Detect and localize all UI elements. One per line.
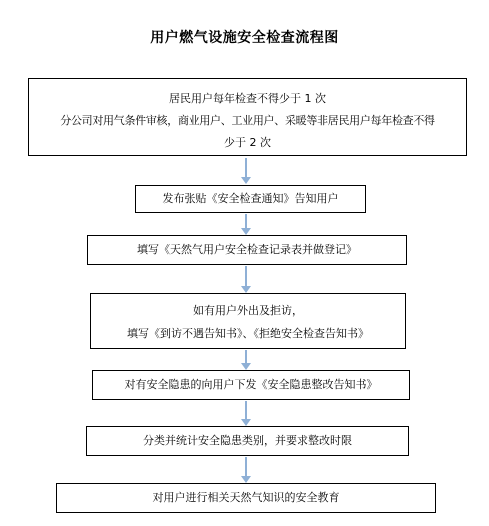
step-text: 分公司对用气条件审核，商业用户、工业用户、采暖等非居民用户每年检查不得: [60, 114, 435, 127]
step-safety-education: [56, 483, 436, 513]
step-text: 填写《天然气用户安全检查记录表并做登记》: [137, 243, 357, 256]
step-text: 对有安全隐患的向用户下发《安全隐患整改告知书》: [124, 378, 378, 391]
flow-arrow: [241, 350, 251, 370]
step-text: 如有用户外出及拒访，: [193, 304, 303, 317]
step-inspection-frequency: [28, 78, 467, 156]
flow-arrow: [241, 401, 251, 426]
flow-arrow: [241, 214, 251, 235]
step-text: 对用户进行相关天然气知识的安全教育: [152, 491, 340, 504]
step-absent-or-refused: [90, 293, 406, 349]
step-text: 分类并统计安全隐患类别，并要求整改时限: [143, 434, 352, 447]
flow-arrow: [241, 457, 251, 483]
step-text: 少于 2 次: [224, 136, 271, 149]
flow-arrow: [241, 158, 251, 184]
flowchart-title: 用户燃气设施安全检查流程图: [150, 30, 339, 46]
flow-arrow: [241, 266, 251, 293]
step-fill-inspection-record: [87, 235, 407, 265]
step-post-notice: [135, 185, 366, 213]
step-text: 发布张贴《安全检查通知》告知用户: [162, 192, 339, 205]
step-issue-rectification-notice: [92, 370, 410, 400]
step-text: 居民用户每年检查不得少于 1 次: [169, 92, 326, 105]
step-text: 填写《到访不遇告知书》、《拒绝安全检查告知书》: [127, 327, 369, 340]
step-classify-hazards: [86, 426, 409, 456]
